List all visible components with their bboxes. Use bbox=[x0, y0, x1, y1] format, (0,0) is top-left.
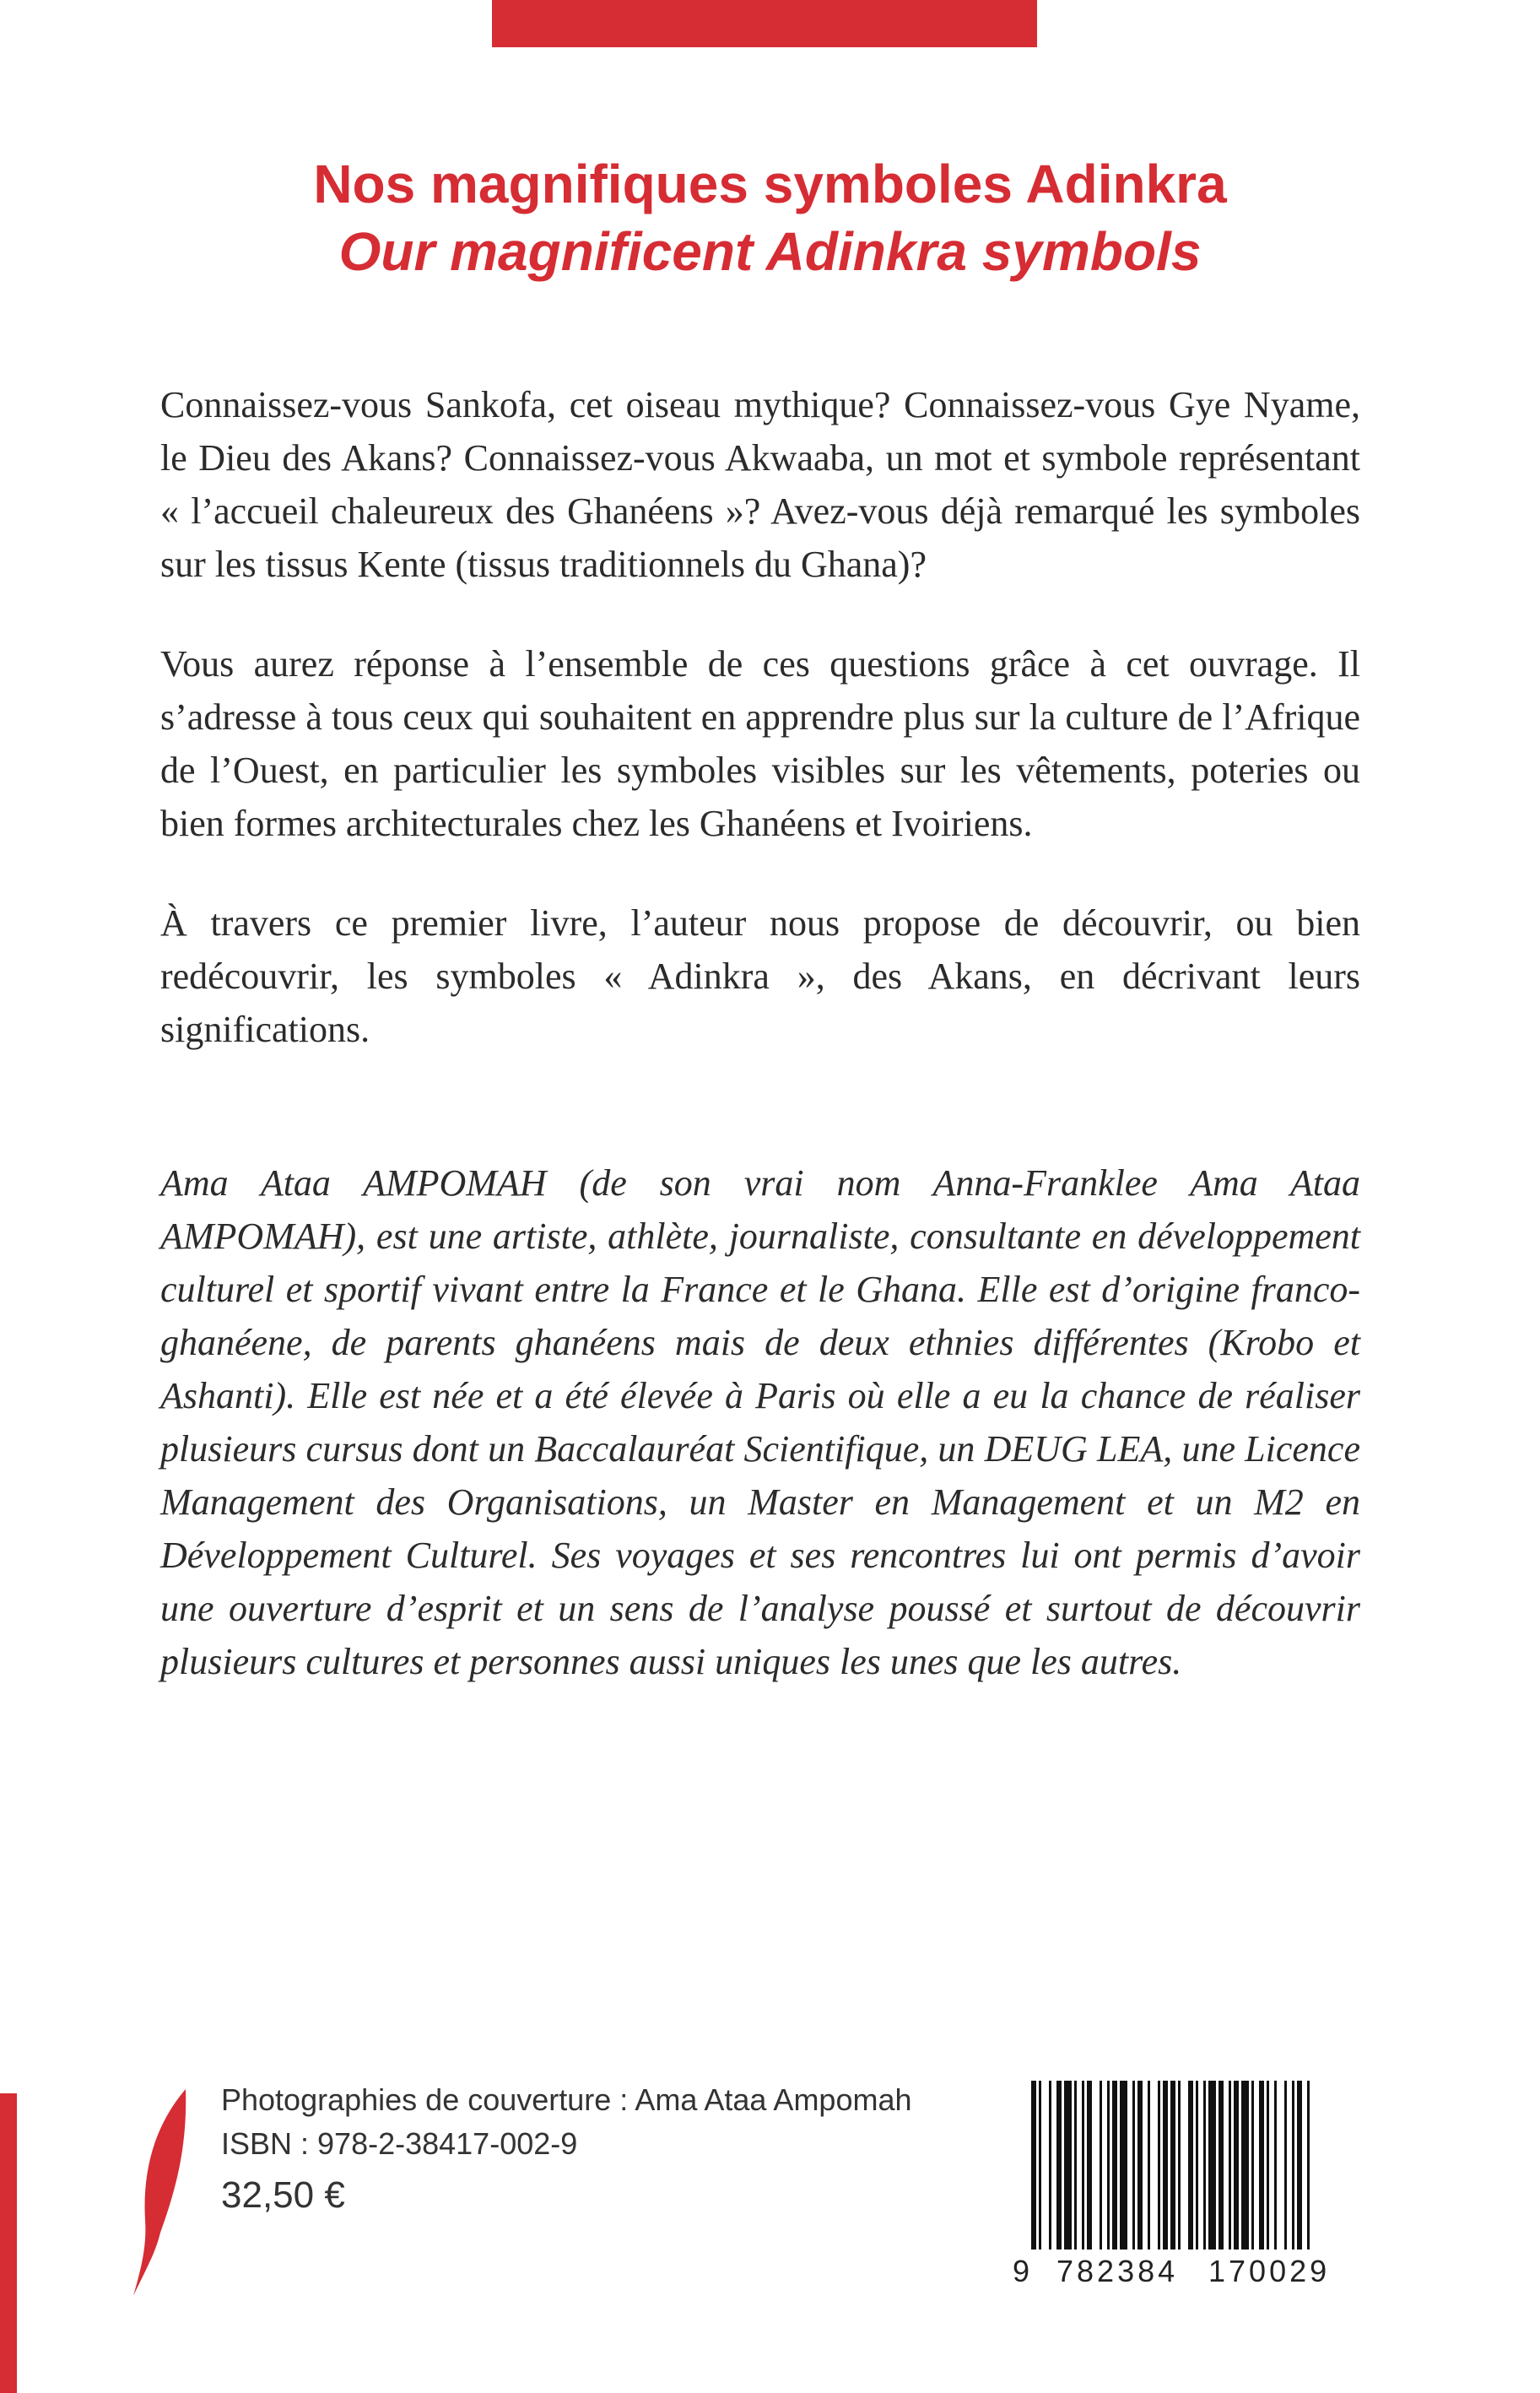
paragraph-1: Connaissez-vous Sankofa, cet oiseau mythique? Connaissez-vous Gye Nyame, le Dieu des Akans? Connaissez-vous Akwaaba, un mot et symbole représentant « l’accueil chaleureux des Ghanéens »? Avez-vous déjà remarqué les symboles sur les tissus Kente (tissus traditionnels du Ghana)? bbox=[160, 384, 1360, 585]
isbn: ISBN : 978-2-38417-002-9 bbox=[221, 2126, 578, 2161]
footer-info bbox=[221, 2078, 912, 2225]
author-bio: Ama Ataa AMPOMAH (de son vrai nom Anna-Franklee Ama Ataa AMPOMAH), est une artiste, athlète, journaliste, consultante en développement culturel et sportif vivant entre la France et le Ghana. Elle est d’origine franco-ghanéene, de parents ghanéens mais de deux ethnies différentes (Krobo et Ashanti). Elle est née et a été élevée à Paris où elle a eu la chance de réaliser plusieurs cursus dont un Baccalauréat Scientifique, un DEUG LEA, une Licence Management des Organisations, un Master en Management et un M2 en Développement Culturel. Ses voyages et ses rencontres lui ont permis d’avoir une ouverture d’esprit et un sens de l’analyse poussé et surtout de découvrir plusieurs cultures et personnes aussi uniques les unes que les autres. bbox=[160, 1162, 1360, 1682]
title-block bbox=[0, 150, 1540, 285]
left-accent-strip bbox=[0, 2093, 17, 2393]
barcode-digits-group1: 782384 bbox=[1056, 2254, 1179, 2288]
price: 32,50 € bbox=[221, 2174, 345, 2216]
paragraph-3: À travers ce premier livre, l’auteur nous propose de découvrir, ou bien redécouvrir, les symboles « Adinkra », des Akans, en décrivant leurs significations. bbox=[160, 902, 1360, 1050]
red-feather-icon bbox=[127, 2085, 194, 2304]
paragraph-2: Vous aurez réponse à l’ensemble de ces questions grâce à cet ouvrage. Il s’adresse à tous ceux qui souhaitent en apprendre plus sur la culture de l’Afrique de l’Ouest, en particulier les symboles visibles sur les vêtements, poteries ou bien formes architecturales chez les Ghanéens et Ivoiriens. bbox=[160, 643, 1360, 844]
top-accent-bar bbox=[492, 0, 1037, 47]
title-french: Nos magnifiques symboles Adinkra bbox=[313, 154, 1227, 214]
photo-credit: Photographies de couverture : Ama Ataa Ampomah bbox=[221, 2082, 912, 2117]
title-english: Our magnificent Adinkra symbols bbox=[338, 221, 1202, 282]
barcode bbox=[1031, 2081, 1379, 2250]
barcode-digits-group2: 170029 bbox=[1208, 2254, 1331, 2288]
barcode-digit-first: 9 bbox=[1013, 2254, 1034, 2288]
